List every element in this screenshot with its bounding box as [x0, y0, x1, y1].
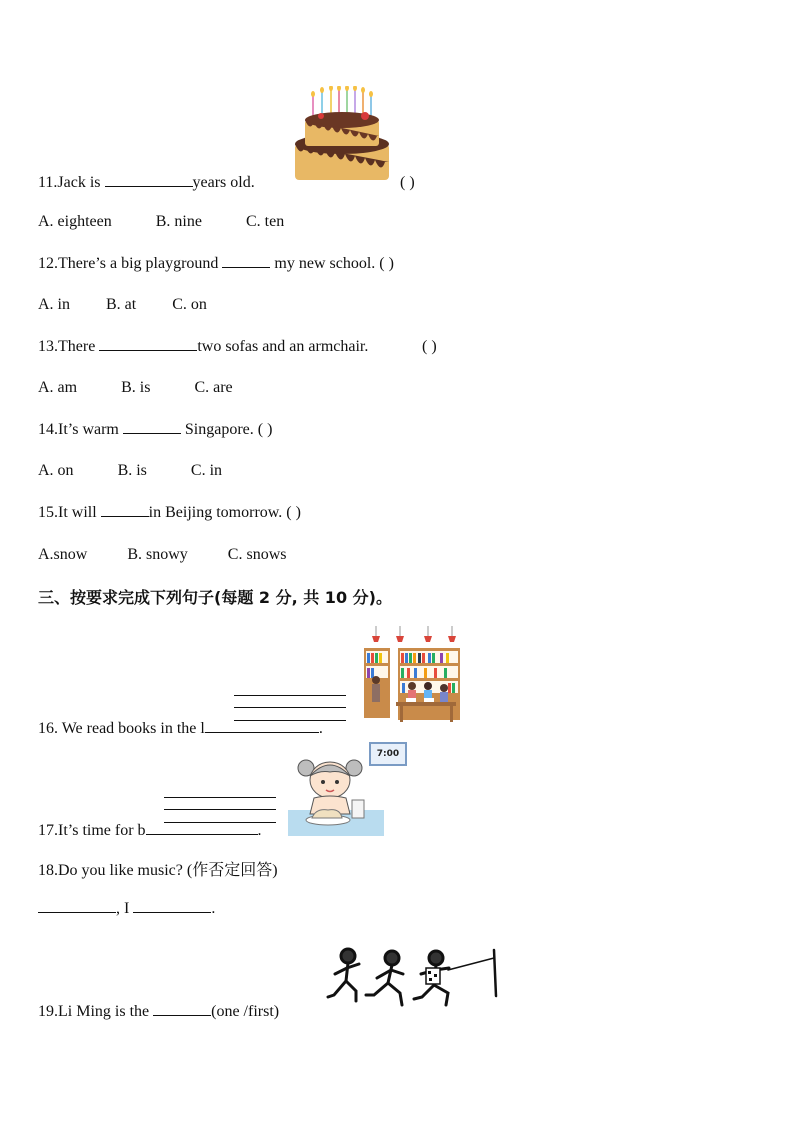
- options-11: [38, 213, 284, 231]
- answer-blank[interactable]: [105, 185, 193, 187]
- question-11: [38, 174, 255, 192]
- writing-line[interactable]: [234, 695, 346, 696]
- question-number: 12.: [38, 255, 58, 272]
- answer-parentheses[interactable]: ): [263, 421, 273, 438]
- clock-time: 7:00: [376, 749, 400, 759]
- question-number: 14.: [38, 421, 58, 438]
- question-number: 11.: [38, 174, 58, 191]
- question-stem: years old.: [192, 174, 255, 191]
- answer-text: , I: [116, 900, 134, 917]
- writing-line[interactable]: [164, 809, 276, 810]
- option-b: B. is: [117, 462, 147, 479]
- answer-blank[interactable]: [133, 911, 211, 913]
- option-c: C. on: [172, 296, 207, 313]
- sentence-period: .: [211, 900, 216, 917]
- running-race-image: [326, 944, 500, 1016]
- question-stem: 17.It’s time for b: [38, 822, 146, 839]
- option-b: B. nine: [155, 213, 202, 230]
- question-14: [38, 421, 272, 439]
- answer-parentheses[interactable]: ( ): [400, 174, 415, 191]
- option-b: B. at: [106, 296, 137, 313]
- answer-blank[interactable]: [101, 515, 149, 517]
- answer-parentheses[interactable]: ( ): [422, 338, 437, 355]
- answer-parentheses[interactable]: ): [384, 255, 394, 272]
- question-number: 15.: [38, 504, 58, 521]
- writing-line[interactable]: [234, 707, 346, 708]
- question-12: [38, 255, 394, 273]
- options-13: [38, 379, 233, 397]
- question-13: [38, 338, 368, 356]
- option-a: A. on: [38, 462, 74, 479]
- option-b: B. snowy: [127, 546, 188, 563]
- question-15: [38, 504, 301, 522]
- answer-blank[interactable]: [38, 911, 116, 913]
- answer-parentheses[interactable]: ): [291, 504, 301, 521]
- question-17: [38, 822, 262, 840]
- option-c: C. are: [194, 379, 233, 396]
- question-number: 13.: [38, 338, 58, 355]
- options-12: [38, 296, 207, 314]
- option-a: A.snow: [38, 546, 88, 563]
- question-stem: There: [58, 338, 100, 355]
- option-a: A. am: [38, 379, 78, 396]
- question-stem: Singapore. (: [180, 421, 264, 438]
- question-stem: It’s warm: [58, 421, 123, 438]
- question-stem: (one /first): [211, 1003, 280, 1020]
- option-a: A. eighteen: [38, 213, 112, 230]
- answer-blank[interactable]: [99, 349, 197, 351]
- question-19: [38, 1003, 279, 1021]
- options-15: [38, 546, 286, 564]
- sentence-period: .: [257, 822, 262, 839]
- question-stem: There’s a big playground: [58, 255, 223, 272]
- option-c: C. snows: [227, 546, 287, 563]
- answer-blank[interactable]: [153, 1014, 211, 1016]
- library-image: [362, 626, 462, 726]
- question-stem: my new school. (: [270, 255, 385, 272]
- question-stem: 19.Li Ming is the: [38, 1003, 154, 1020]
- question-stem: Jack is: [57, 174, 105, 191]
- question-18: 18.Do you like music? (作否定回答): [38, 862, 278, 879]
- answer-blank[interactable]: [222, 266, 270, 268]
- section-heading: 三、按要求完成下列句子(每题 2 分, 共 10 分)。: [38, 588, 392, 607]
- question-stem: two sofas and an armchair.: [197, 338, 369, 355]
- answer-blank[interactable]: [123, 432, 181, 434]
- question-18-answer: [38, 900, 215, 918]
- options-14: [38, 462, 222, 480]
- sentence-period: .: [318, 720, 323, 737]
- question-stem: It will: [58, 504, 101, 521]
- option-c: C. in: [190, 462, 223, 479]
- answer-blank[interactable]: [146, 833, 258, 835]
- option-a: A. in: [38, 296, 70, 313]
- option-b: B. is: [121, 379, 151, 396]
- question-16: [38, 720, 323, 738]
- girl-eating-breakfast-image: [288, 754, 384, 836]
- question-stem: in Beijing tomorrow. (: [148, 504, 292, 521]
- question-stem: 16. We read books in the l: [38, 720, 205, 737]
- birthday-cake-image: [293, 86, 391, 182]
- writing-line[interactable]: [164, 797, 276, 798]
- option-c: C. ten: [245, 213, 285, 230]
- answer-blank[interactable]: [205, 731, 319, 733]
